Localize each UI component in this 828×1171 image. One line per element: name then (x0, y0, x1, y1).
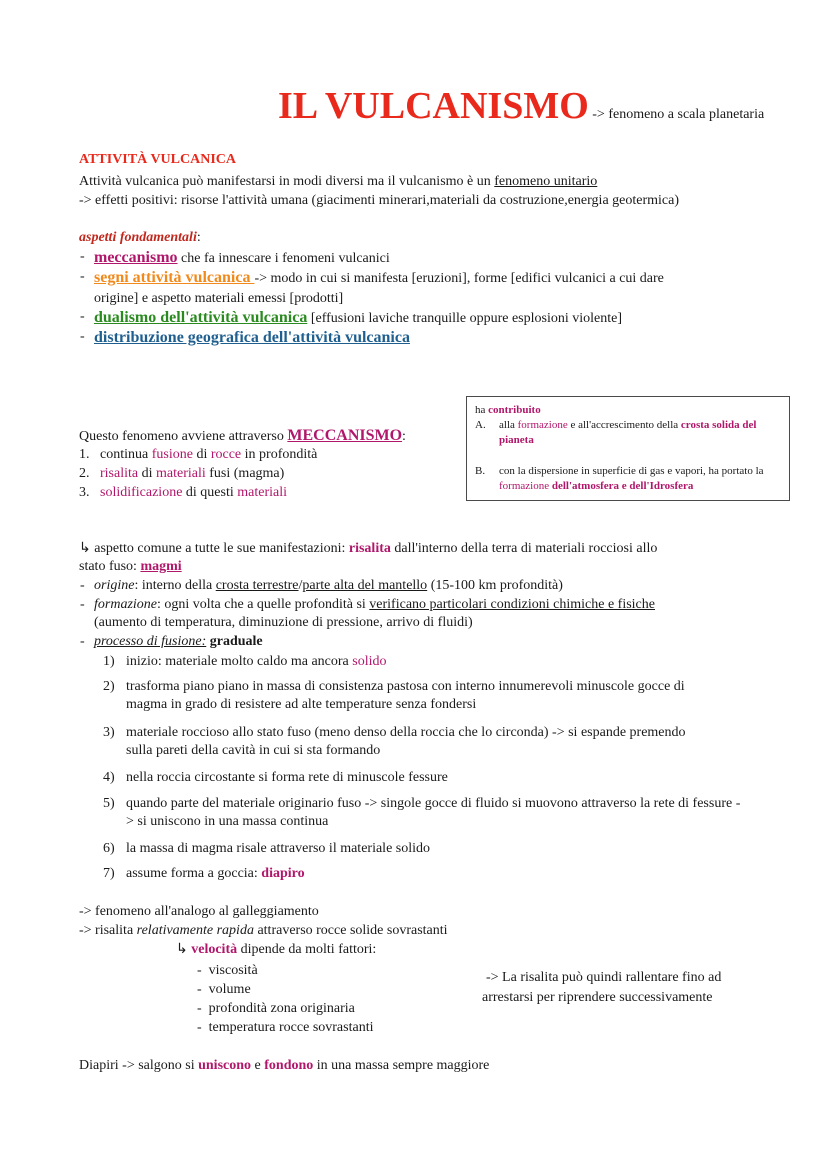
step-text: la massa di magma risale attraverso il materiale solido (126, 841, 431, 856)
process-step-1 (104, 653, 754, 671)
dualismo-key: dualismo dell'attività vulcanica (94, 309, 308, 326)
origin-text: (15-100 km profondità) (427, 578, 563, 593)
meccanismo-key: meccanismo (94, 249, 178, 266)
factor-item: - profondità zona originaria (197, 1001, 355, 1016)
diapiro-key: diapiro (261, 866, 305, 881)
box-head-pre: ha (475, 404, 489, 416)
intro-line-2: -> effetti positivi: risorse l'attività umana (giacimenti minerari,materiali da costruzione,energia geotermica) (79, 193, 680, 208)
box-item-b (475, 464, 781, 494)
arrow-icon: ↳ (176, 942, 188, 957)
step-key: materiali (237, 485, 288, 500)
intro-line-1 (79, 173, 597, 191)
step-number: 1. (79, 447, 90, 462)
rise-line-1: -> fenomeno all'analogo al galleggiamento (79, 904, 319, 919)
origin-underline: crosta terrestre (215, 578, 299, 593)
step-text: materiale roccioso allo stato fuso (meno denso della roccia che lo circonda) -> si espande premendo sulla pareti della cavità in cui si sta formando (126, 725, 686, 758)
final-text: Diapiri -> salgono si (79, 1058, 199, 1073)
box-key: formazione (499, 480, 550, 492)
step-key: rocce (210, 447, 242, 462)
intro-text: Attività vulcanica può manifestarsi in modi diversi ma il vulcanismo è un (79, 174, 495, 189)
process-step-7 (104, 865, 754, 883)
aspects-colon: : (196, 230, 201, 245)
origin-sep: / (298, 578, 303, 593)
uniscono-key: uniscono (198, 1058, 252, 1073)
step-number: 6) (103, 841, 115, 856)
step-key: fusione (151, 447, 193, 462)
speed-text: dipende da molti fattori: (237, 942, 377, 957)
box-text: e all'accrescimento della (567, 419, 681, 431)
meccanismo-keyword: MECCANISMO (287, 427, 403, 444)
formation-underline: verificano particolari condizioni chimiche e fisiche (369, 597, 655, 612)
step-number: 5) (103, 796, 115, 811)
step-number: 3. (79, 485, 90, 500)
dash: - (80, 597, 85, 612)
process-step-5 (104, 795, 754, 831)
mechanism-intro (79, 426, 406, 446)
section-heading-attivita: ATTIVITÀ VULCANICA (79, 152, 237, 167)
step-text: fusi (magma) (205, 466, 285, 481)
rise-line-2 (79, 922, 448, 940)
final-text: e (251, 1058, 265, 1073)
velocita-key: velocità (191, 942, 238, 957)
page-title (278, 84, 764, 128)
step-number: 7) (103, 866, 115, 881)
box-heading (475, 403, 781, 418)
process-step-2 (104, 678, 754, 714)
step-key: risalita (100, 466, 139, 481)
mechanism-step-3 (79, 484, 287, 502)
final-text: in una massa sempre maggiore (313, 1058, 490, 1073)
magma-process (94, 633, 263, 651)
rise-text: -> risalita (79, 923, 137, 938)
arrow-icon: ↳ (79, 541, 91, 556)
magmi-key: magmi (140, 559, 182, 574)
step-text: nella roccia circostante si forma rete di minuscole fessure (126, 770, 448, 785)
mechanism-intro-text: Questo fenomeno avviene attraverso (79, 429, 288, 444)
aspect-item-distribuzione (94, 328, 410, 348)
dash: - (80, 309, 85, 324)
step-number: 4) (103, 770, 115, 785)
fondono-key: fondono (264, 1058, 314, 1073)
side-note-1: -> La risalita può quindi rallentare fino ad (486, 970, 722, 985)
factor-item: - temperatura rocce sovrastanti (197, 1020, 374, 1035)
title-text: IL VULCANISMO (278, 85, 589, 127)
step-number: 1) (103, 654, 115, 669)
distribuzione-key: distribuzione geografica dell'attività vulcanica (94, 329, 410, 346)
factor-item: - viscosità (197, 963, 258, 978)
risalita-key: risalita (348, 541, 391, 556)
origin-label: origine (94, 578, 135, 593)
dash: - (80, 634, 85, 649)
step-text: continua (100, 447, 152, 462)
segni-key: segni attività vulcanica (94, 269, 255, 286)
process-step-6 (104, 840, 754, 858)
aspect-item-segni (94, 268, 664, 289)
process-step-4 (104, 769, 754, 787)
box-key: crosta solida del pianeta (499, 419, 757, 446)
meccanismo-rest: che fa innescare i fenomeni vulcanici (177, 251, 390, 266)
fenomeno-unitario: fenomeno unitario (494, 174, 598, 189)
step-key: materiali (156, 466, 206, 481)
aspect-item-dualismo (94, 308, 622, 329)
step-text: in profondità (241, 447, 318, 462)
box-head-key: contribuito (488, 404, 541, 416)
contribution-box (466, 396, 790, 501)
side-note-2: arrestarsi per riprendere successivamente (482, 990, 713, 1005)
process-step-3 (104, 724, 754, 760)
step-text: di questi (182, 485, 238, 500)
step-key: solidificazione (100, 485, 183, 500)
box-key: formazione (517, 419, 568, 431)
aspect-item-meccanismo (94, 248, 390, 269)
dash: - (80, 249, 85, 264)
step-number: 2. (79, 466, 90, 481)
magma-text: stato fuso: (79, 559, 141, 574)
magma-line-1 (79, 540, 657, 558)
factor-text: temperatura rocce sovrastanti (208, 1020, 374, 1035)
origin-underline: parte alta del mantello (302, 578, 428, 593)
step-text: assume forma a goccia: (126, 866, 262, 881)
aspects-heading (79, 229, 201, 247)
origin-text: : interno della (134, 578, 216, 593)
factor-text: viscosità (208, 963, 258, 978)
magma-text: dall'interno della terra di materiali rocciosi allo (390, 541, 658, 556)
step-text: di (138, 466, 156, 481)
segni-rest: -> modo in cui si manifesta [eruzioni], forme [edifici vulcanici a cui dare (254, 271, 664, 286)
step-key: solido (352, 654, 387, 669)
rise-text: attraverso rocce solide sovrastanti (253, 923, 448, 938)
magma-text: aspetto comune a tutte le sue manifestazioni: (90, 541, 349, 556)
factor-item: - volume (197, 982, 251, 997)
final-line (79, 1057, 489, 1075)
title-suffix: -> fenomeno a scala planetaria (592, 107, 765, 122)
box-label: B. (475, 465, 486, 477)
process-key: graduale (206, 634, 263, 649)
formation-text: : ogni volta che a quelle profondità si (157, 597, 370, 612)
step-number: 2) (103, 679, 115, 694)
step-text: inizio: materiale molto caldo ma ancora (126, 654, 353, 669)
magma-origin (94, 577, 563, 595)
mechanism-colon: : (402, 429, 406, 444)
box-item-a (475, 418, 781, 448)
aspects-heading-text: aspetti fondamentali (79, 230, 197, 245)
dash: - (80, 578, 85, 593)
dash: - (80, 329, 85, 344)
dash: - (80, 269, 85, 284)
mechanism-step-2 (79, 465, 284, 483)
process-label: processo di fusione: (94, 634, 207, 649)
factor-text: profondità zona originaria (208, 1001, 355, 1016)
formation-continuation: (aumento di temperatura, diminuzione di pressione, arrivo di fluidi) (94, 615, 473, 630)
box-text: con la dispersione in superficie di gas e vapori, ha portato la (499, 465, 764, 477)
formation-label: formazione (94, 597, 157, 612)
step-text: quando parte del materiale originario fuso -> singole gocce di fluido si muovono attraverso la rete di fessure -> si uniscono in una massa continua (126, 796, 741, 829)
segni-continuation: origine] e aspetto materiali emessi [prodotti] (94, 291, 344, 306)
dualismo-rest: [effusioni laviche tranquille oppure esplosioni violente] (307, 311, 623, 326)
magma-line-2 (79, 558, 182, 576)
mechanism-step-1 (79, 446, 317, 464)
box-label: A. (475, 419, 486, 431)
step-number: 3) (103, 725, 115, 740)
speed-line (176, 941, 376, 959)
step-text: di (192, 447, 211, 462)
magma-formation (94, 596, 655, 614)
rise-italic: relativamente rapida (136, 923, 254, 938)
step-text: trasforma piano piano in massa di consistenza pastosa con interno innumerevoli minuscole gocce di magma in grado di resistere ad alte temperature senza fondersi (126, 679, 685, 712)
box-text: alla (499, 419, 518, 431)
box-key: dell'atmosfera e dell'Idrosfera (551, 480, 694, 492)
factor-text: volume (208, 982, 251, 997)
